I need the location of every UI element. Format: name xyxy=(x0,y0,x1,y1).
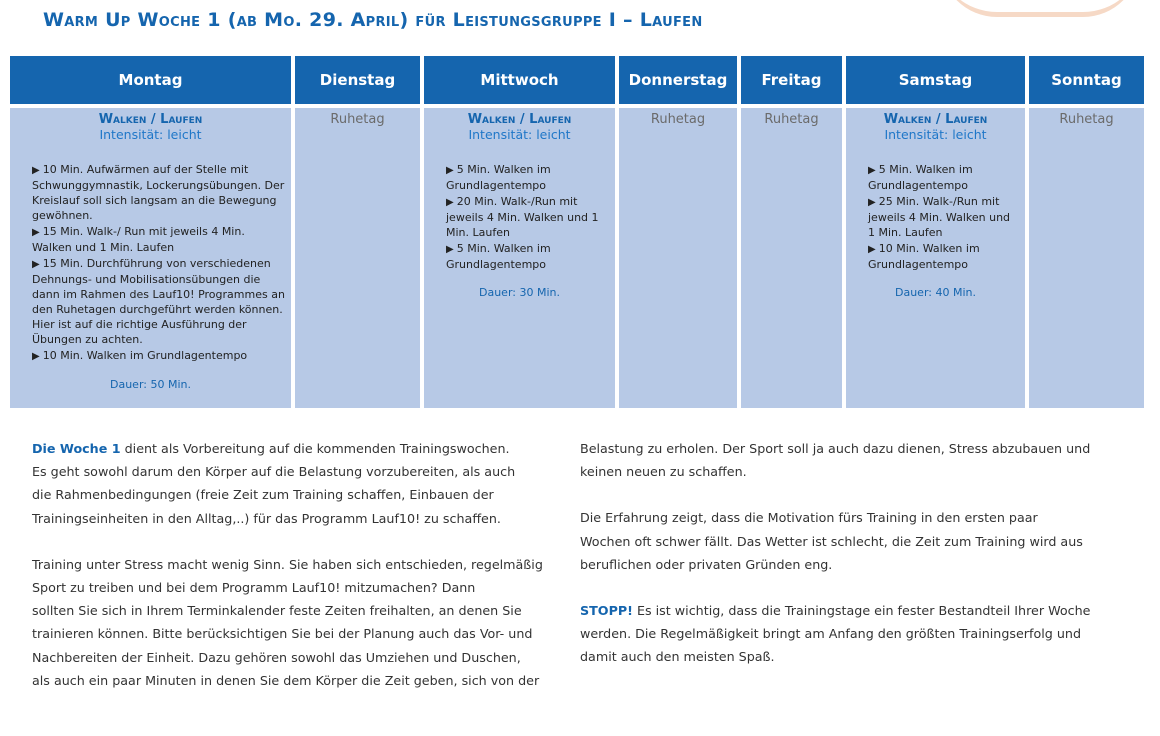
list-item: ▶ 20 Min. Walk-/Run mit jeweils 4 Min. Walken und 1 Min. Laufen xyxy=(446,195,599,239)
header-wednesday: Mittwoch xyxy=(424,56,615,104)
step-list xyxy=(32,162,285,364)
text-line: Nachbereiten der Einheit. Dazu gehören sowohl das Umziehen und Duschen, xyxy=(32,649,521,665)
triangle-bullet-icon: ▶ xyxy=(868,244,876,255)
highlight-stopp: STOPP! xyxy=(580,603,633,619)
list-item: ▶ 25 Min. Walk-/Run mit jeweils 4 Min. Walken und 1 Min. Laufen xyxy=(868,195,1011,239)
paragraph-stress-continued xyxy=(580,437,1140,483)
weekly-schedule-table xyxy=(10,56,1140,408)
triangle-bullet-icon: ▶ xyxy=(32,165,40,176)
intensity-label: Intensität: leicht xyxy=(884,127,987,142)
cell-friday xyxy=(741,108,842,408)
step-list xyxy=(446,162,609,272)
text-line: die Rahmenbedingungen (freie Zeit zum Training schaffen, Einbauen der xyxy=(32,487,494,503)
intensity-label: Intensität: leicht xyxy=(468,127,571,142)
cell-sunday xyxy=(1029,108,1144,408)
text-line: Training unter Stress macht wenig Sinn. Sie haben sich entschieden, regelmäßig xyxy=(32,556,543,572)
text-line: als auch ein paar Minuten in denen Sie dem Körper die Zeit geben, sich von der xyxy=(32,672,540,688)
cell-thursday xyxy=(619,108,737,408)
paragraph-stress xyxy=(32,553,568,692)
header-saturday: Samstag xyxy=(846,56,1025,104)
header-friday: Freitag xyxy=(741,56,842,104)
triangle-bullet-icon: ▶ xyxy=(868,197,876,208)
cell-wednesday xyxy=(424,108,615,408)
triangle-bullet-icon: ▶ xyxy=(446,197,454,208)
list-item: ▶ 10 Min. Walken im Grundlagentempo xyxy=(868,242,980,271)
highlight-week-label: Die Woche 1 xyxy=(32,441,121,456)
duration-label: Dauer: 50 Min. xyxy=(110,378,191,391)
paragraph-week-intro xyxy=(32,437,568,530)
activity-title: Walken / Laufen xyxy=(98,112,203,127)
paragraph-stopp xyxy=(580,599,1140,669)
text-line: Sport zu treiben und bei dem Programm Lauf10! mitzumachen? Dann xyxy=(32,580,476,596)
header-thursday: Donnerstag xyxy=(619,56,737,104)
body-text-left-column xyxy=(32,437,568,715)
list-item: ▶ 15 Min. Durchführung von verschiedenen Dehnungs- und Mobilisationsübungen die dann im Rahmen des Lauf10! Programmes an den Ruhetagen durchgeführt werden können. Hier ist auf die richtige Ausführung der Übungen zu achten. xyxy=(32,257,285,346)
text-line: Es geht sowohl darum den Körper auf die Belastung vorzubereiten, als auch xyxy=(32,464,516,480)
cell-saturday xyxy=(846,108,1025,408)
triangle-bullet-icon: ▶ xyxy=(32,259,40,270)
list-item: ▶ 15 Min. Walk-/ Run mit jeweils 4 Min. Walken und 1 Min. Laufen xyxy=(32,225,245,254)
cell-tuesday xyxy=(295,108,420,408)
text-line: Wochen oft schwer fällt. Das Wetter ist schlecht, die Zeit zum Training wird aus xyxy=(580,533,1083,549)
list-item: ▶ 10 Min. Aufwärmen auf der Stelle mit Schwunggymnastik, Lockerungsübungen. Der Kreislauf soll sich langsam an die Bewegung gewöhnen. xyxy=(32,163,285,222)
text-line: trainieren können. Bitte berücksichtigen Sie bei der Planung auch das Vor- und xyxy=(32,626,533,642)
decorative-swoosh xyxy=(940,0,1140,17)
text-line: STOPP! Es ist wichtig, dass die Trainingstage ein fester Bestandteil Ihrer Woche xyxy=(580,603,1091,619)
text-line: Trainingseinheiten in den Alltag,..) für das Programm Lauf10! zu schaffen. xyxy=(32,510,501,526)
duration-label: Dauer: 30 Min. xyxy=(479,286,560,299)
cell-monday xyxy=(10,108,291,408)
intensity-label: Intensität: leicht xyxy=(99,127,202,142)
text-line: werden. Die Regelmäßigkeit bringt am Anfang den größten Trainingserfolg und xyxy=(580,626,1082,642)
page-title: Warm Up Woche 1 (ab Mo. 29. April) für Leistungsgruppe I – Laufen xyxy=(43,9,703,31)
step-list xyxy=(868,162,1019,272)
paragraph-motivation xyxy=(580,506,1140,576)
triangle-bullet-icon: ▶ xyxy=(446,244,454,255)
triangle-bullet-icon: ▶ xyxy=(446,165,454,176)
text-line: keinen neuen zu schaffen. xyxy=(580,464,747,480)
duration-label: Dauer: 40 Min. xyxy=(895,286,976,299)
text-line: beruflichen oder privaten Gründen eng. xyxy=(580,556,833,572)
rest-day-label: Ruhetag xyxy=(330,112,385,127)
triangle-bullet-icon: ▶ xyxy=(32,227,40,238)
activity-title: Walken / Laufen xyxy=(467,112,572,127)
text-line: Belastung zu erholen. Der Sport soll ja auch dazu dienen, Stress abzubauen und xyxy=(580,441,1091,456)
header-monday: Montag xyxy=(10,56,291,104)
text-line: sollten Sie sich in Ihrem Terminkalender feste Zeiten freihalten, an denen Sie xyxy=(32,603,522,619)
triangle-bullet-icon: ▶ xyxy=(32,351,40,362)
text-line: damit auch den meisten Spaß. xyxy=(580,649,775,665)
header-tuesday: Dienstag xyxy=(295,56,420,104)
rest-day-label: Ruhetag xyxy=(1059,112,1114,127)
header-sunday: Sonntag xyxy=(1029,56,1144,104)
rest-day-label: Ruhetag xyxy=(650,112,706,127)
body-text-right-column xyxy=(580,437,1140,692)
list-item: ▶ 10 Min. Walken im Grundlagentempo xyxy=(32,349,248,362)
triangle-bullet-icon: ▶ xyxy=(868,165,876,176)
text-line: Die Woche 1 dient als Vorbereitung auf die kommenden Trainingswochen. xyxy=(32,441,510,456)
list-item: ▶ 5 Min. Walken im Grundlagentempo xyxy=(446,242,551,271)
list-item: ▶ 5 Min. Walken im Grundlagentempo xyxy=(446,163,551,192)
activity-title: Walken / Laufen xyxy=(883,112,988,127)
rest-day-label: Ruhetag xyxy=(764,112,819,127)
text-line: Die Erfahrung zeigt, dass die Motivation fürs Training in den ersten paar xyxy=(580,510,1038,526)
list-item: ▶ 5 Min. Walken im Grundlagentempo xyxy=(868,163,973,192)
